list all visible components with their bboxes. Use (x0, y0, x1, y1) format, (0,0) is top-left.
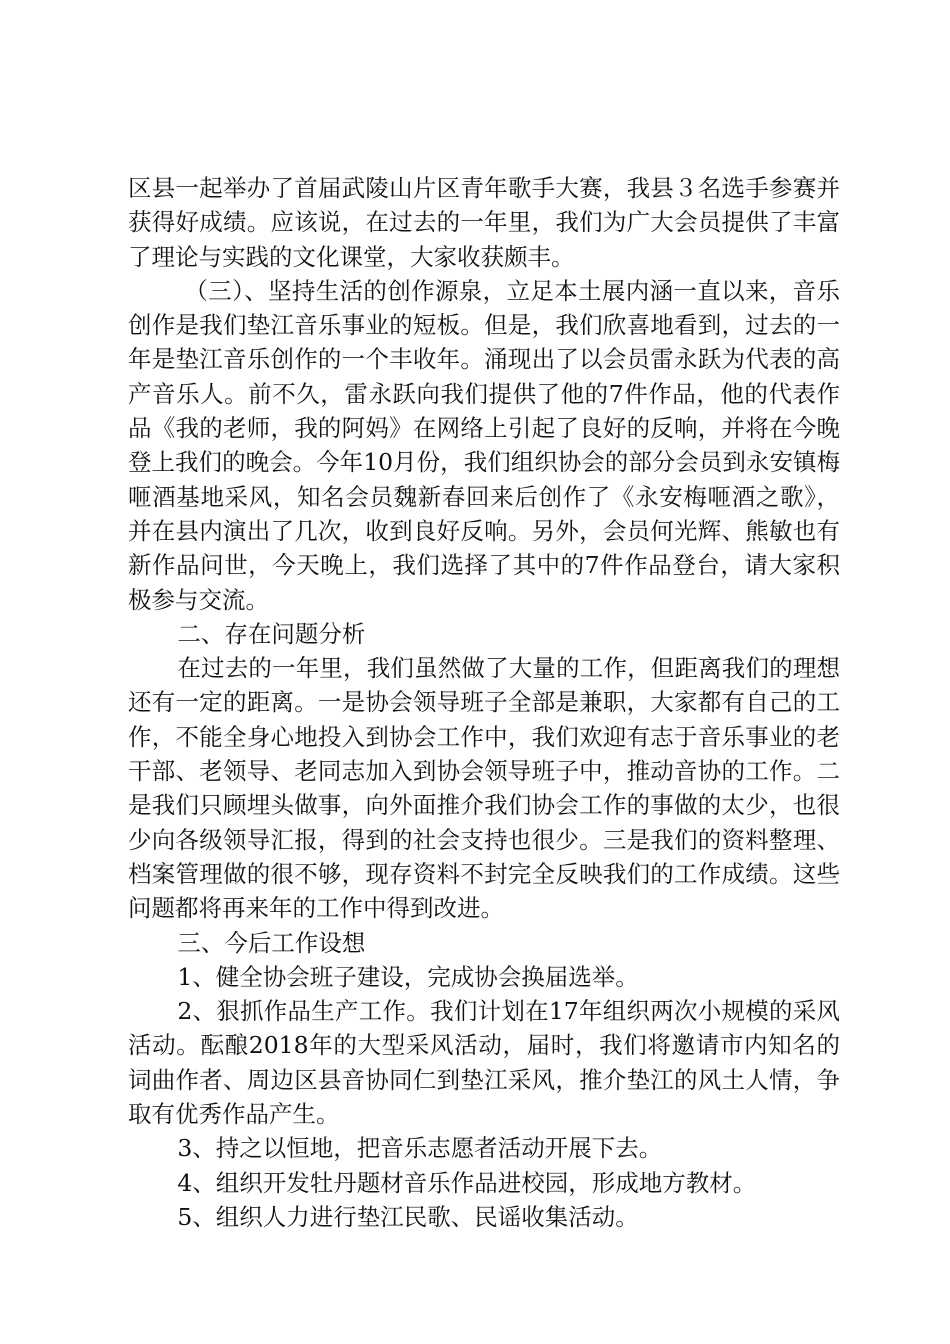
list-item-plan-1: 1、健全协会班子建设，完成协会换届选举。 (177, 962, 639, 991)
section-heading-problems: 二、存在问题分析 (177, 619, 366, 648)
list-item-plan-3: 3、持之以恒地，把音乐志愿者活动开展下去。 (177, 1134, 663, 1163)
list-item-plan-4: 4、组织开发牡丹题材音乐作品进校园，形成地方教材。 (177, 1168, 757, 1197)
document-body (128, 171, 840, 1234)
paragraph-problems: 在过去的一年里，我们虽然做了大量的工作，但距离我们的理想还有一定的距离。一是协会领导班子全部是兼职，大家都有自己的工作，不能全身心地投入到协会工作中，我们欢迎有志于音乐事业的老干部、老领导、老同志加入到协会领导班子中，推动音协的工作。二是我们只顾埋头做事，向外面推介我们协会工作的事做的太少，也很少向各级领导汇报，得到的社会支持也很少。三是我们的资料整理、档案管理做的很不够，现存资料不封完全反映我们的工作成绩。这些问题都将再来年的工作中得到改进。 (128, 654, 840, 923)
list-item-plan-2: 2、狠抓作品生产工作。我们计划在17年组织两次小规模的采风活动。酝酿2018年的大型采风活动，届时，我们将邀请市内知名的词曲作者、周边区县音协同仁到垫江采风，推介垫江的风土人情，争取有优秀作品产生。 (128, 997, 840, 1129)
paragraph-section-3: （三）、坚持生活的创作源泉，立足本土展内涵一直以来，音乐创作是我们垫江音乐事业的短板。但是，我们欣喜地看到，过去的一年是垫江音乐创作的一个丰收年。涌现出了以会员雷永跃为代表的高产音乐人。前不久，雷永跃向我们提供了他的7件作品，他的代表作品《我的老师，我的阿妈》在网络上引起了良好的反响，并将在今晚登上我们的晚会。今年10月份，我们组织协会的部分会员到永安镇梅咂酒基地采风，知名会员魏新春回来后创作了《永安梅咂酒之歌》，并在县内演出了几次，收到良好反响。另外，会员何光辉、熊敏也有新作品问世，今天晚上，我们选择了其中的7件作品登台，请大家积极参与交流。 (128, 276, 840, 614)
section-heading-plans: 三、今后工作设想 (177, 928, 366, 957)
paragraph-intro-continued: 区县一起举办了首届武陵山片区青年歌手大赛，我县３名选手参赛并获得好成绩。应该说，在过去的一年里，我们为广大会员提供了丰富了理论与实践的文化课堂，大家收获颇丰。 (128, 174, 840, 271)
list-item-plan-5: 5、组织人力进行垫江民歌、民谣收集活动。 (177, 1202, 639, 1231)
